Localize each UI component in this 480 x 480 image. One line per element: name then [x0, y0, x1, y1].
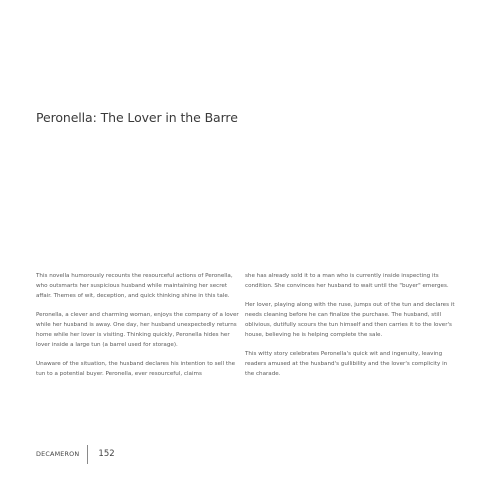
- paragraph: This novella humorously recounts the resourceful actions of Peronella, who outsmarts her suspicious husband while maintaining her secret affair. Themes of wit, deception, and quick thinking shine in this tale.: [36, 273, 233, 300]
- paragraph: Unaware of the situation, the husband declares his intention to sell the tun to a potential buyer. Peronella, ever resourceful, claims: [36, 360, 236, 377]
- left-column: [36, 271, 244, 387]
- footer-divider: [87, 445, 88, 464]
- paragraph: This witty story celebrates Peronella's quick wit and ingenuity, leaving readers amused at the husband's gullibility and the lover's complicity in the charade.: [245, 350, 448, 377]
- page-number: 152: [98, 449, 115, 459]
- right-column: [245, 271, 455, 387]
- page-footer: [36, 444, 115, 464]
- paragraph: Her lover, playing along with the ruse, jumps out of the tun and declares it needs cleaning before he can finalize the purchase. The husband, still oblivious, dutifully scours the tun himself and then carries it to the lover's house, believing he is helping complete the sale.: [245, 301, 455, 339]
- paragraph: she has already sold it to a man who is currently inside inspecting its condition. She convinces her husband to wait until the "buyer" emerges.: [245, 273, 449, 290]
- paragraph: Peronella, a clever and charming woman, enjoys the company of a lover while her husband is away. One day, her husband unexpectedly returns home while her lover is visiting. Thinking quickly, Peronella hides her lover inside a large tun (a barrel used for storage).: [36, 311, 239, 349]
- book-title: DECAMERON: [36, 450, 80, 458]
- page-title: Peronella: The Lover in the Barre: [36, 110, 238, 125]
